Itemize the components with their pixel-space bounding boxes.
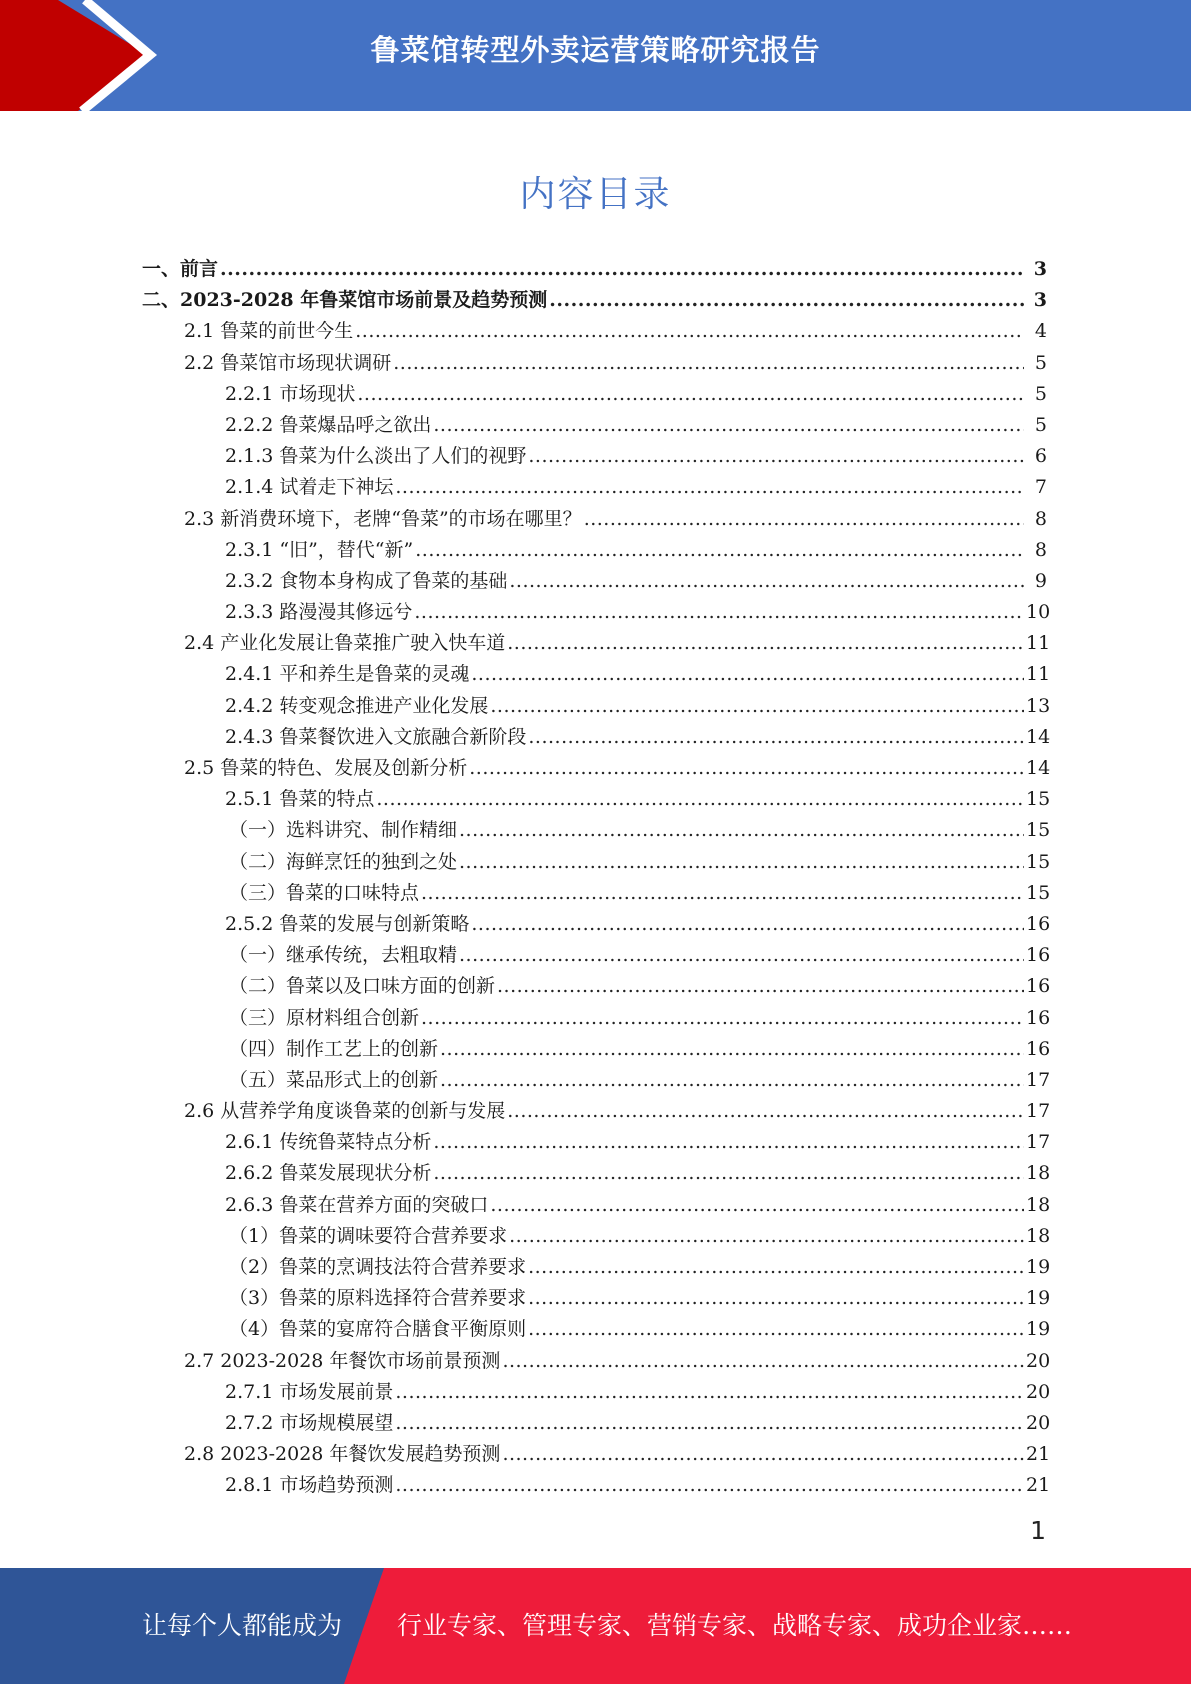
toc-heading: 内容目录	[519, 174, 672, 215]
toc-entry-page: 9	[1034, 569, 1047, 592]
toc-entry-label: 2.8 2023-2028 年餐饮发展趋势预测	[184, 1443, 501, 1466]
toc-entry-page: 18	[1026, 1162, 1051, 1185]
toc-entry-label: 2.1 鲁菜的前世今生	[184, 320, 354, 343]
report-title: 鲁菜馆转型外卖运营策略研究报告	[370, 33, 821, 67]
toc-entry-page: 19	[1026, 1287, 1051, 1310]
toc-dot-leader	[502, 1443, 1024, 1465]
toc-entry[interactable]	[0, 940, 1191, 971]
toc-entry-label: 2.3.1 “旧”，替代“新”	[225, 538, 414, 561]
toc-dot-leader	[395, 1381, 1024, 1403]
toc-dot-leader	[528, 445, 1024, 467]
toc-entry-page: 15	[1026, 850, 1051, 873]
toc-entry-label: 2.3 新消费环境下，老牌“鲁菜”的市场在哪里？	[184, 507, 582, 530]
toc-dot-leader	[528, 1318, 1024, 1340]
toc-dot-leader	[395, 476, 1024, 498]
toc-dot-leader	[528, 1256, 1024, 1278]
page-number: 1	[1030, 1516, 1046, 1545]
toc-dot-leader	[509, 1225, 1024, 1247]
toc-entry-page: 21	[1026, 1474, 1051, 1497]
toc-entry-page: 5	[1034, 413, 1047, 436]
toc-entry-page: 5	[1034, 382, 1047, 405]
toc-entry-page: 3	[1033, 289, 1047, 312]
toc-entry[interactable]	[0, 1377, 1191, 1408]
header-band	[0, 0, 1191, 111]
toc-entry[interactable]	[0, 441, 1191, 472]
toc-entry-label: （2）鲁菜的烹调技法符合营养要求	[229, 1256, 527, 1278]
toc-entry[interactable]	[0, 1439, 1191, 1470]
toc-entry[interactable]	[0, 1003, 1191, 1034]
toc-entry-label: （1）鲁菜的调味要符合营养要求	[229, 1224, 508, 1247]
toc-entry-page: 15	[1026, 788, 1051, 811]
toc-entry[interactable]	[0, 1096, 1191, 1127]
toc-entry-page: 19	[1026, 1256, 1051, 1278]
toc-entry-label: 2.2.1 市场现状	[225, 382, 356, 405]
toc-entry-page: 15	[1026, 819, 1051, 842]
toc-entry-label: 2.4.1 平和养生是鲁菜的灵魂	[225, 663, 470, 686]
toc-dot-leader	[471, 913, 1024, 935]
toc-entry-page: 10	[1026, 601, 1051, 624]
table-of-contents	[0, 254, 1191, 1502]
toc-entry[interactable]	[0, 285, 1191, 316]
toc-entry[interactable]	[0, 1346, 1191, 1377]
toc-entry-page: 18	[1026, 1193, 1051, 1216]
toc-entry-label: 2.6 从营养学角度谈鲁菜的创新与发展	[184, 1100, 506, 1123]
toc-entry-page: 21	[1026, 1443, 1051, 1466]
toc-dot-leader	[421, 882, 1024, 904]
toc-dot-leader	[433, 1162, 1024, 1184]
toc-entry-page: 16	[1026, 1037, 1051, 1060]
toc-entry[interactable]	[0, 1283, 1191, 1314]
toc-entry-label: 一、前言	[142, 258, 219, 280]
toc-entry-label: （三）鲁菜的口味特点	[229, 881, 420, 904]
toc-entry-label: （一）继承传统，去粗取精	[229, 944, 458, 967]
toc-dot-leader	[395, 1474, 1024, 1496]
toc-entry-page: 13	[1026, 694, 1051, 717]
toc-dot-leader	[549, 289, 1025, 311]
toc-entry-page: 6	[1034, 445, 1047, 468]
toc-dot-leader	[433, 1131, 1024, 1153]
toc-entry-page: 3	[1033, 258, 1047, 280]
toc-entry-label: （二）鲁菜以及口味方面的创新	[229, 975, 496, 998]
toc-entry[interactable]	[0, 535, 1191, 566]
footer-slogan-right: 行业专家、管理专家、营销专家、战略专家、成功企业家……	[397, 1611, 1073, 1640]
toc-entry[interactable]	[0, 847, 1191, 878]
toc-entry-label: 2.7.1 市场发展前景	[225, 1380, 394, 1403]
toc-entry-label: 2.5.1 鲁菜的特点	[225, 788, 375, 811]
toc-entry[interactable]	[0, 1127, 1191, 1158]
toc-dot-leader	[459, 819, 1024, 841]
toc-dot-leader	[490, 1194, 1024, 1216]
toc-entry[interactable]	[0, 1470, 1191, 1501]
toc-entry-page: 18	[1026, 1224, 1051, 1247]
toc-entry-page: 11	[1026, 663, 1051, 686]
toc-entry-page: 16	[1026, 944, 1051, 967]
toc-entry-page: 4	[1034, 320, 1047, 343]
toc-entry-label: （4）鲁菜的宴席符合膳食平衡原则	[229, 1318, 527, 1341]
toc-entry-label: 2.6.2 鲁菜发展现状分析	[225, 1162, 432, 1185]
toc-dot-leader	[421, 1007, 1024, 1029]
toc-entry[interactable]	[0, 348, 1191, 379]
toc-dot-leader	[440, 1069, 1024, 1091]
toc-entry-page: 7	[1034, 476, 1047, 499]
toc-entry-page: 17	[1026, 1100, 1051, 1123]
toc-entry-label: 2.2.2 鲁菜爆品呼之欲出	[225, 413, 432, 436]
footer-band	[0, 1568, 1191, 1684]
toc-entry[interactable]	[0, 504, 1191, 535]
toc-entry-page: 14	[1026, 757, 1051, 779]
toc-dot-leader	[415, 539, 1024, 561]
toc-entry[interactable]	[0, 254, 1191, 285]
toc-entry[interactable]	[0, 472, 1191, 503]
toc-entry-page: 14	[1026, 725, 1051, 748]
toc-entry[interactable]	[0, 722, 1191, 753]
toc-entry-label: 二、2023-2028 年鲁菜馆市场前景及趋势预测	[142, 289, 548, 312]
toc-entry-label: （三）原材料组合创新	[229, 1006, 420, 1029]
toc-entry-label: （五）菜品形式上的创新	[229, 1068, 439, 1091]
toc-entry-label: 2.6.3 鲁菜在营养方面的突破口	[225, 1193, 489, 1216]
toc-entry[interactable]	[0, 1158, 1191, 1189]
toc-entry-label: 2.4.3 鲁菜餐饮进入文旅融合新阶段	[225, 725, 527, 748]
toc-entry[interactable]	[0, 1065, 1191, 1096]
toc-dot-leader	[502, 1350, 1024, 1372]
toc-entry[interactable]	[0, 316, 1191, 347]
toc-entry[interactable]	[0, 379, 1191, 410]
toc-dot-leader	[357, 383, 1024, 405]
toc-entry[interactable]	[0, 971, 1191, 1002]
toc-entry-label: 2.3.3 路漫漫其修远兮	[225, 601, 413, 624]
toc-entry-label: 2.8.1 市场趋势预测	[225, 1474, 394, 1497]
toc-entry-label: 2.3.2 食物本身构成了鲁菜的基础	[225, 569, 508, 592]
toc-dot-leader	[490, 695, 1024, 717]
toc-entry[interactable]	[0, 753, 1191, 784]
toc-entry-page: 17	[1026, 1068, 1051, 1091]
toc-entry-label: （四）制作工艺上的创新	[229, 1037, 439, 1060]
toc-dot-leader	[355, 320, 1024, 342]
toc-entry[interactable]	[0, 659, 1191, 690]
toc-entry[interactable]	[0, 1221, 1191, 1252]
toc-dot-leader	[459, 944, 1024, 966]
toc-entry-page: 8	[1034, 507, 1047, 530]
toc-entry[interactable]	[0, 1314, 1191, 1345]
toc-entry-label: 2.4 产业化发展让鲁菜推广驶入快车道	[184, 632, 506, 655]
toc-dot-leader	[584, 508, 1024, 530]
toc-dot-leader	[507, 632, 1024, 654]
toc-entry-page: 8	[1034, 538, 1047, 561]
toc-dot-leader	[220, 258, 1025, 280]
toc-entry-page: 17	[1026, 1131, 1051, 1154]
toc-entry-label: 2.4.2 转变观念推进产业化发展	[225, 694, 489, 717]
toc-entry-label: （3）鲁菜的原料选择符合营养要求	[229, 1287, 527, 1310]
toc-entry-label: 2.7 2023-2028 年餐饮市场前景预测	[184, 1349, 501, 1372]
toc-dot-leader	[471, 663, 1024, 685]
toc-dot-leader	[497, 975, 1024, 997]
toc-entry[interactable]	[0, 784, 1191, 815]
toc-entry[interactable]	[0, 1190, 1191, 1221]
toc-entry-page: 20	[1026, 1380, 1051, 1403]
toc-entry[interactable]	[0, 566, 1191, 597]
toc-entry[interactable]	[0, 628, 1191, 659]
toc-dot-leader	[528, 726, 1024, 748]
toc-dot-leader	[376, 788, 1024, 810]
toc-entry-label: 2.5 鲁菜的特色、发展及创新分析	[184, 757, 468, 779]
toc-entry-page: 20	[1026, 1349, 1051, 1372]
toc-entry-label: 2.7.2 市场规模展望	[225, 1411, 394, 1434]
toc-entry-label: 2.6.1 传统鲁菜特点分析	[225, 1131, 432, 1154]
toc-dot-leader	[507, 1100, 1024, 1122]
toc-entry-label: （二）海鲜烹饪的独到之处	[229, 850, 458, 873]
toc-entry-label: 2.5.2 鲁菜的发展与创新策略	[225, 912, 470, 935]
toc-entry-page: 16	[1026, 1006, 1051, 1029]
toc-entry[interactable]	[0, 1408, 1191, 1439]
toc-dot-leader	[528, 1287, 1024, 1309]
footer-slogan-left: 让每个人都能成为	[142, 1611, 343, 1640]
toc-entry[interactable]	[0, 878, 1191, 909]
toc-dot-leader	[395, 1412, 1024, 1434]
toc-entry-label: 2.1.4 试着走下神坛	[225, 476, 394, 499]
toc-entry[interactable]	[0, 909, 1191, 940]
toc-entry[interactable]	[0, 410, 1191, 441]
toc-entry[interactable]	[0, 1034, 1191, 1065]
toc-dot-leader	[459, 851, 1024, 873]
toc-dot-leader	[440, 1038, 1024, 1060]
toc-dot-leader	[469, 757, 1024, 779]
toc-entry[interactable]	[0, 691, 1191, 722]
toc-dot-leader	[393, 352, 1024, 374]
toc-dot-leader	[414, 601, 1024, 623]
toc-entry-label: （一）选料讲究、制作精细	[229, 819, 458, 842]
toc-entry-page: 16	[1026, 975, 1051, 998]
toc-entry-label: 2.1.3 鲁菜为什么淡出了人们的视野	[225, 445, 527, 468]
toc-dot-leader	[433, 414, 1024, 436]
toc-entry-page: 20	[1026, 1411, 1051, 1434]
toc-entry-page: 11	[1026, 632, 1051, 655]
toc-entry-page: 15	[1026, 881, 1051, 904]
toc-entry[interactable]	[0, 815, 1191, 846]
toc-dot-leader	[509, 570, 1024, 592]
toc-entry-page: 5	[1034, 351, 1047, 374]
toc-entry[interactable]	[0, 597, 1191, 628]
toc-entry-page: 16	[1026, 912, 1051, 935]
toc-entry-page: 19	[1026, 1318, 1051, 1341]
toc-entry[interactable]	[0, 1252, 1191, 1283]
toc-entry-label: 2.2 鲁菜馆市场现状调研	[184, 351, 392, 374]
